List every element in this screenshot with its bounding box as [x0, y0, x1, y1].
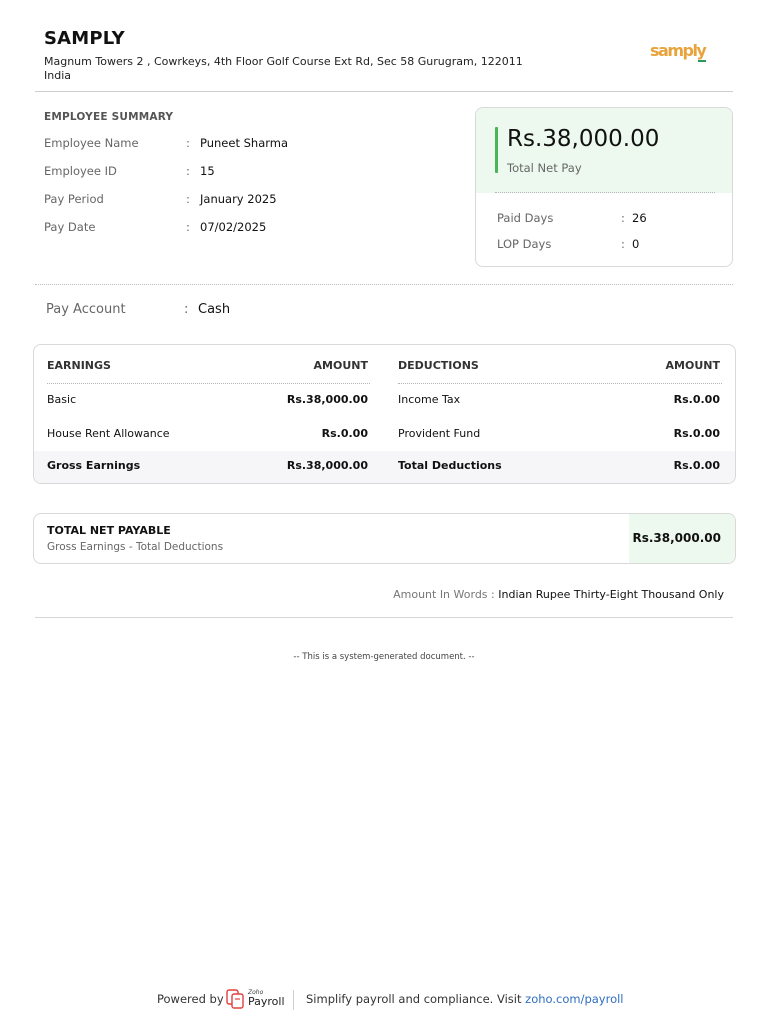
paid-days-label: Paid Days — [497, 211, 554, 225]
deductions-header: DEDUCTIONS — [398, 359, 479, 372]
amount-in-words-value: Indian Rupee Thirty-Eight Thousand Only — [498, 588, 724, 601]
separator-colon: : — [186, 164, 190, 178]
separator-colon: : — [621, 211, 625, 225]
employee-id-label: Employee ID — [44, 164, 117, 178]
net-payable-amount-box — [629, 514, 735, 563]
company-address — [44, 55, 544, 83]
net-pay-divider — [495, 192, 715, 193]
employee-id-row — [44, 164, 464, 180]
company-address-line2: India — [44, 69, 71, 82]
earnings-amount-header: AMOUNT — [313, 359, 368, 372]
zoho-payroll-link[interactable]: zoho.com/payroll — [525, 992, 624, 1006]
deduction-amount-income-tax: Rs.0.00 — [673, 393, 720, 406]
deductions-amount-header: AMOUNT — [665, 359, 720, 372]
footer-tagline-text: Simplify payroll and compliance. Visit — [306, 992, 522, 1006]
separator-colon: : — [184, 302, 189, 317]
deduction-label-income-tax: Income Tax — [398, 393, 461, 406]
payroll-brand: Payroll — [248, 995, 285, 1008]
employee-name-label: Employee Name — [44, 136, 139, 150]
amount-in-words — [393, 588, 724, 601]
footer-tagline — [306, 992, 624, 1006]
company-header — [44, 28, 544, 83]
deductions-header-divider — [398, 383, 722, 384]
employee-name-value: Puneet Sharma — [200, 136, 289, 150]
net-pay-label: Total Net Pay — [507, 161, 582, 175]
net-payable-title: TOTAL NET PAYABLE — [47, 524, 171, 537]
earnings-header: EARNINGS — [47, 359, 111, 372]
svg-text:samply: samply — [650, 41, 706, 60]
company-address-line1: Magnum Towers 2 , Cowrkeys, 4th Floor Golf Course Ext Rd, Sec 58 Gurugram, 122011 — [44, 55, 523, 68]
employee-id-value: 15 — [200, 164, 215, 178]
company-name: SAMPLY — [44, 28, 125, 49]
system-generated-note: -- This is a system-generated document. -- — [293, 652, 475, 662]
earning-label-hra: House Rent Allowance — [47, 427, 170, 440]
net-pay-amount: Rs.38,000.00 — [507, 126, 660, 152]
pay-period-value: January 2025 — [200, 192, 277, 206]
net-payable-amount: Rs.38,000.00 — [632, 531, 721, 545]
employee-name-row — [44, 136, 464, 152]
summary-divider — [35, 284, 733, 285]
gross-earnings-amount: Rs.38,000.00 — [286, 459, 368, 472]
amount-in-words-label: Amount In Words : — [393, 588, 495, 601]
employee-summary-title: EMPLOYEE SUMMARY — [44, 111, 174, 123]
powered-by-text: Powered by — [157, 992, 224, 1006]
net-payable-subtitle: Gross Earnings - Total Deductions — [47, 541, 224, 553]
separator-colon: : — [186, 136, 190, 150]
lop-days-label: LOP Days — [497, 237, 552, 251]
pay-account-value: Cash — [198, 302, 231, 317]
net-payable-card — [33, 513, 736, 564]
separator-colon: : — [186, 192, 190, 206]
pay-account-row — [46, 302, 346, 320]
earnings-header-divider — [47, 383, 370, 384]
zoho-payroll-icon — [226, 989, 244, 1009]
paid-days-value: 26 — [632, 211, 647, 225]
pay-period-row — [44, 192, 464, 208]
header-divider — [35, 91, 733, 92]
pay-period-label: Pay Period — [44, 192, 104, 206]
pay-date-value: 07/02/2025 — [200, 220, 267, 234]
total-deductions-label: Total Deductions — [398, 459, 502, 472]
total-deductions-amount: Rs.0.00 — [673, 459, 720, 472]
net-pay-card — [475, 107, 733, 267]
pay-date-label: Pay Date — [44, 220, 96, 234]
deduction-label-provident-fund: Provident Fund — [398, 427, 481, 440]
separator-colon: : — [621, 237, 625, 251]
gross-earnings-label: Gross Earnings — [47, 459, 141, 472]
earnings-deductions-table — [33, 344, 736, 484]
footer — [0, 989, 768, 1011]
company-logo — [650, 40, 710, 64]
footer-divider — [293, 990, 294, 1010]
deduction-amount-provident-fund: Rs.0.00 — [673, 427, 720, 440]
earning-amount-hra: Rs.0.00 — [321, 427, 368, 440]
earning-amount-basic: Rs.38,000.00 — [286, 393, 368, 406]
earning-label-basic: Basic — [47, 393, 77, 406]
pay-account-label: Pay Account — [46, 302, 126, 317]
zoho-brand-small: Zoho — [248, 989, 264, 996]
separator-colon: : — [186, 220, 190, 234]
pay-date-row — [44, 220, 464, 236]
net-pay-accent-bar — [495, 127, 498, 173]
lop-days-value: 0 — [632, 237, 640, 251]
words-divider — [35, 617, 733, 618]
